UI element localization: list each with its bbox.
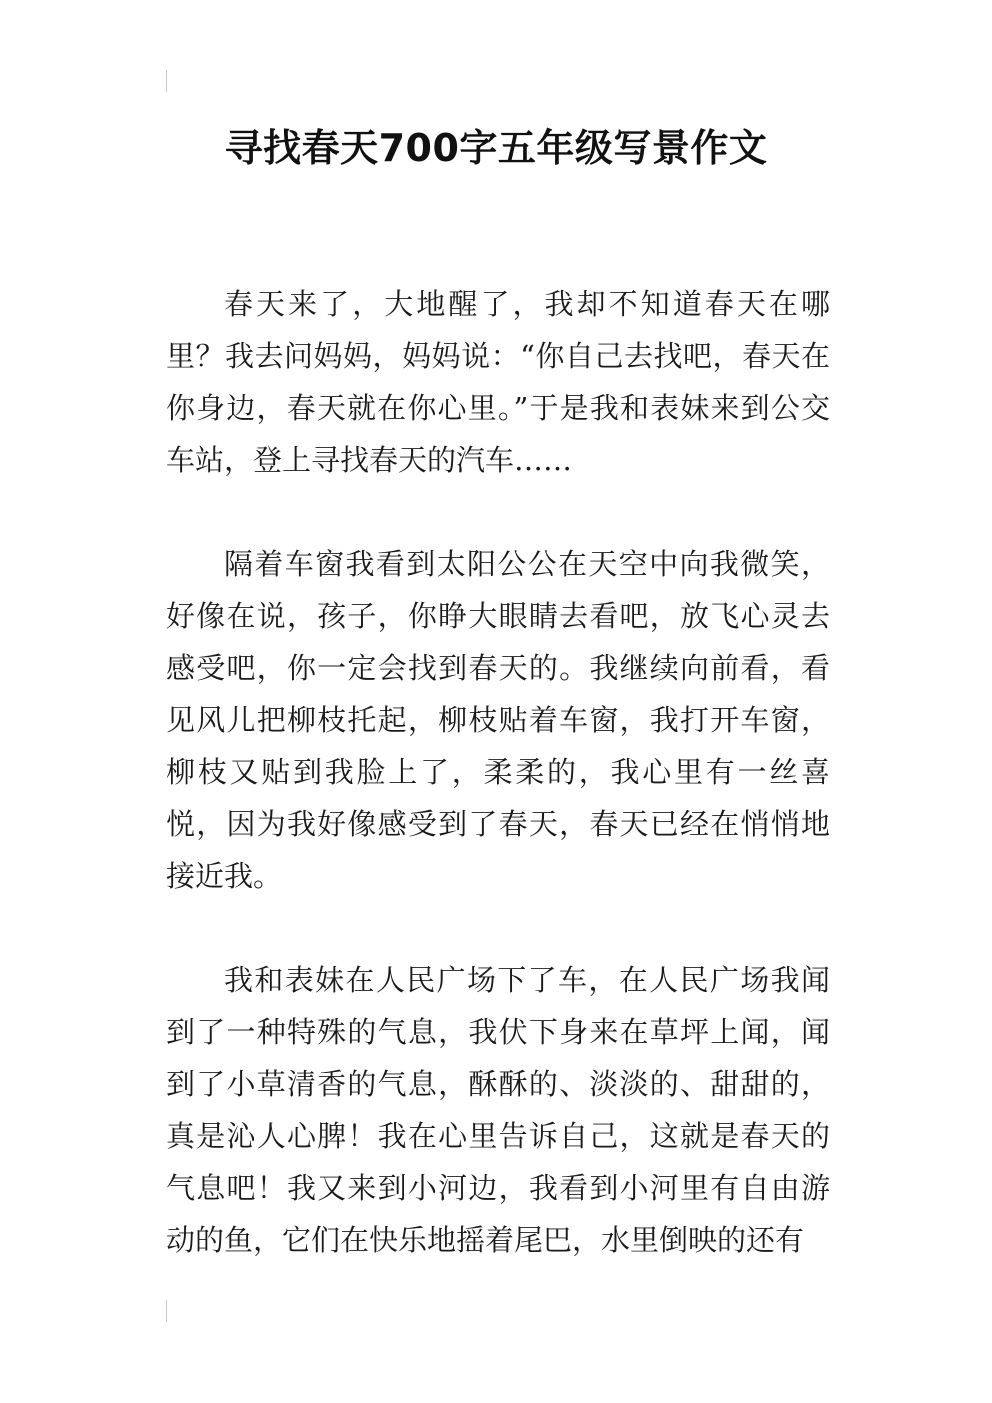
paragraph-1: 春天来了，大地醒了，我却不知道春天在哪里？我去问妈妈，妈妈说：“你自己去找吧，春天在你身边，春天就在你心里。”于是我和表妹来到公交车站，登上寻找春天的汽车…… bbox=[166, 287, 830, 477]
paragraph-2: 隔着车窗我看到太阳公公在天空中向我微笑，好像在说，孩子，你睁大眼睛去看吧，放飞心灵去感受吧，你一定会找到春天的。我继续向前看，看见风儿把柳枝托起，柳枝贴着车窗，我打开车窗，柳枝又贴到我脸上了，柔柔的，我心里有一丝喜悦，因为我好像感受到了春天，春天已经在悄悄地接近我。 bbox=[166, 547, 830, 893]
page-corner-mark-top bbox=[166, 70, 167, 92]
page-corner-mark-bottom bbox=[166, 1300, 167, 1322]
paragraph-3: 我和表妹在人民广场下了车，在人民广场我闻到了一种特殊的气息，我伏下身来在草坪上闻，闻到了小草清香的气息，酥酥的、淡淡的、甜甜的，真是沁人心脾！我在心里告诉自己，这就是春天的气息吧！我又来到小河边，我看到小河里有自由游动的鱼，它们在快乐地摇着尾巴，水里倒映的还有 bbox=[166, 963, 830, 1257]
document-title: 寻找春天700字五年级写景作文 bbox=[224, 126, 768, 170]
